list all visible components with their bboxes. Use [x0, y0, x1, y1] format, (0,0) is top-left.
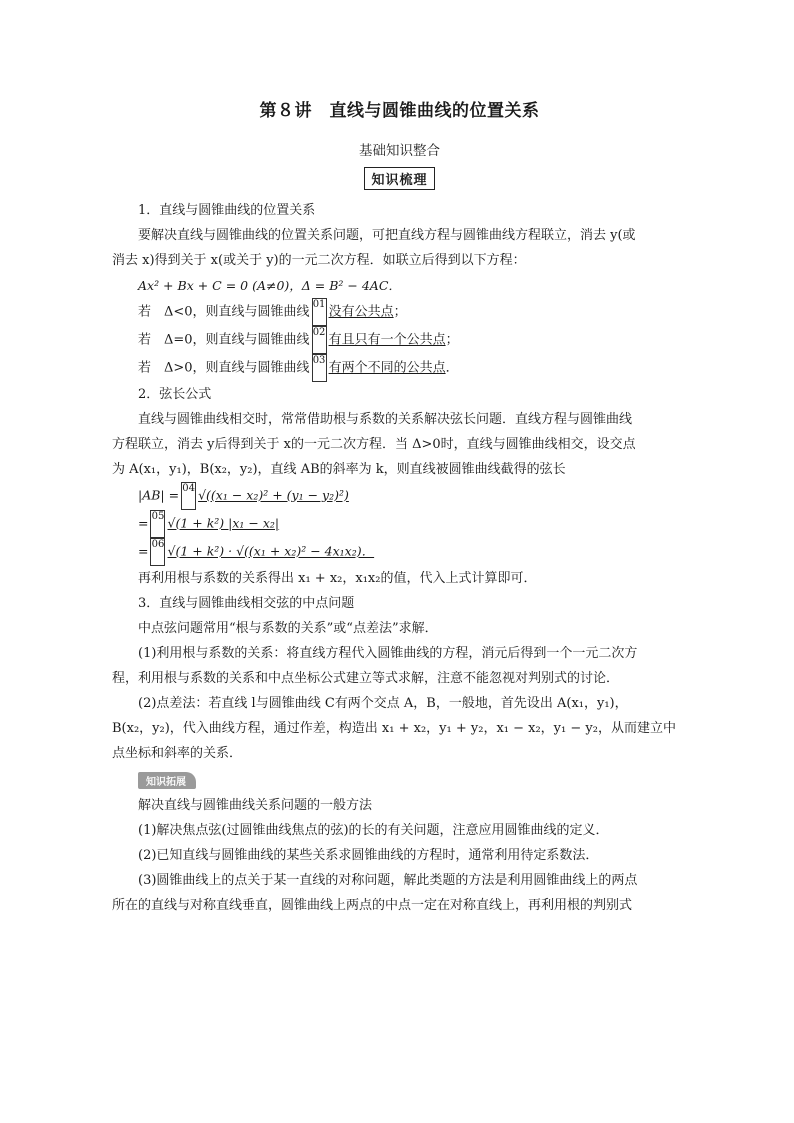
page-title: 第８讲 直线与圆锥曲线的位置关系: [259, 101, 540, 121]
case-answer: 没有公共点: [328, 304, 394, 320]
answer-number-box: 04: [181, 482, 196, 510]
sec3-para-1: 中点弦问题常用“根与系数的关系”或“点差法”求解．: [138, 621, 438, 636]
case-punct: ．: [445, 360, 459, 376]
ext-item-1: (1)解决焦点弦(过圆锥曲线焦点的弦)的长的有关问题，注意应用圆锥曲线的定义．: [138, 823, 609, 838]
case-text: 若 Δ=0，则直线与圆锥曲线: [138, 332, 310, 348]
sec3-para-2-line2: 程，利用根与系数的关系和中点坐标公式建立等式求解，注意不能忽视对判别式的讨论．: [112, 671, 620, 686]
chord-formula-3: [112, 538, 687, 566]
boxed-heading: [112, 167, 687, 190]
sec2-para-line2: 方程联立，消去 y后得到关于 x的一元二次方程．当 Δ>0时，直线与圆锥曲线相交，设交点: [112, 437, 636, 452]
sec3-heading: 3．直线与圆锥曲线相交弦的中点问题: [138, 596, 355, 611]
case-punct: ；: [445, 332, 459, 348]
formula-answer: √((x₁ − x₂)² + (y₁ − y₂)²): [198, 487, 349, 503]
ext-item-3-line1: (3)圆锥曲线上的点关于某一直线的对称问题，解此类题的方法是利用圆锥曲线上的两点: [138, 873, 638, 888]
case-punct: ；: [393, 304, 407, 320]
sec1-equation: Ax² + Bx + C = 0 (A≠0)，Δ = B² − 4AC．: [138, 278, 401, 293]
chord-formula-1: [112, 482, 687, 510]
answer-number-box: 06: [150, 538, 165, 566]
case-delta-negative: [112, 298, 687, 326]
sec3-para-3-line1: (2)点差法：若直线 l与圆锥曲线 C有两个交点 A，B，一般地，首先设出 A(x₁，y₁)，: [138, 696, 628, 711]
sec1-heading: 1．直线与圆锥曲线的位置关系: [138, 203, 316, 218]
answer-number-box: 02: [312, 326, 327, 354]
boxed-heading-label: 知识梳理: [364, 167, 434, 190]
case-text: 若 Δ<0，则直线与圆锥曲线: [138, 304, 310, 320]
sec2-para-line3: 为 A(x₁，y₁)，B(x₂，y₂)，直线 AB的斜率为 k，则直线被圆锥曲线截得的弦长: [112, 462, 566, 477]
document-page: [112, 96, 687, 918]
sec1-para-line2: 消去 x)得到关于 x(或关于 y)的一元二次方程．如联立后得到以下方程：: [112, 253, 526, 268]
formula-lhs: =: [138, 515, 149, 531]
case-answer: 有且只有一个公共点: [328, 332, 446, 348]
section-subtitle: 基础知识整合: [359, 143, 440, 159]
knowledge-extension-badge: 知识拓展: [138, 772, 196, 789]
answer-number-box: 05: [150, 510, 165, 538]
answer-number-box: 01: [312, 298, 327, 326]
sec2-para-line4: 再利用根与系数的关系得出 x₁ + x₂，x₁x₂的值，代入上式计算即可．: [138, 571, 537, 586]
case-delta-positive: [112, 354, 687, 382]
sec1-para-line1: 要解决直线与圆锥曲线的位置关系问题，可把直线方程与圆锥曲线方程联立，消去 y(或: [138, 228, 636, 243]
formula-answer: √(1 + k²) |x₁ − x₂|: [167, 515, 280, 531]
chord-formula-2: [112, 510, 687, 538]
formula-lhs: =: [138, 543, 149, 559]
case-delta-zero: [112, 326, 687, 354]
formula-lhs: |AB| =: [138, 487, 180, 503]
sec3-para-3-line3: 点坐标和斜率的关系．: [112, 746, 243, 761]
ext-item-3-line2: 所在的直线与对称直线垂直，圆锥曲线上两点的中点一定在对称直线上，再利用根的判别式: [112, 898, 633, 913]
formula-answer: √(1 + k²) · √((x₁ + x₂)² − 4x₁x₂)．: [167, 543, 375, 559]
sec3-para-2-line1: (1)利用根与系数的关系：将直线方程代入圆锥曲线的方程，消元后得到一个一元二次方: [138, 646, 638, 661]
ext-heading: 解决直线与圆锥曲线关系问题的一般方法: [138, 798, 373, 813]
case-text: 若 Δ>0，则直线与圆锥曲线: [138, 360, 310, 376]
answer-number-box: 03: [312, 354, 327, 382]
ext-item-2: (2)已知直线与圆锥曲线的某些关系求圆锥曲线的方程时，通常利用待定系数法．: [138, 848, 599, 863]
sec2-para-line1: 直线与圆锥曲线相交时，常常借助根与系数的关系解决弦长问题．直线方程与圆锥曲线: [138, 412, 633, 427]
sec2-heading: 2．弦长公式: [138, 387, 212, 402]
sec3-para-3-line2: B(x₂，y₂)，代入曲线方程，通过作差，构造出 x₁ + x₂，y₁ + y₂，x₁ − x₂，y₁ − y₂，从而建立中: [112, 721, 676, 736]
case-answer: 有两个不同的公共点: [328, 360, 446, 376]
